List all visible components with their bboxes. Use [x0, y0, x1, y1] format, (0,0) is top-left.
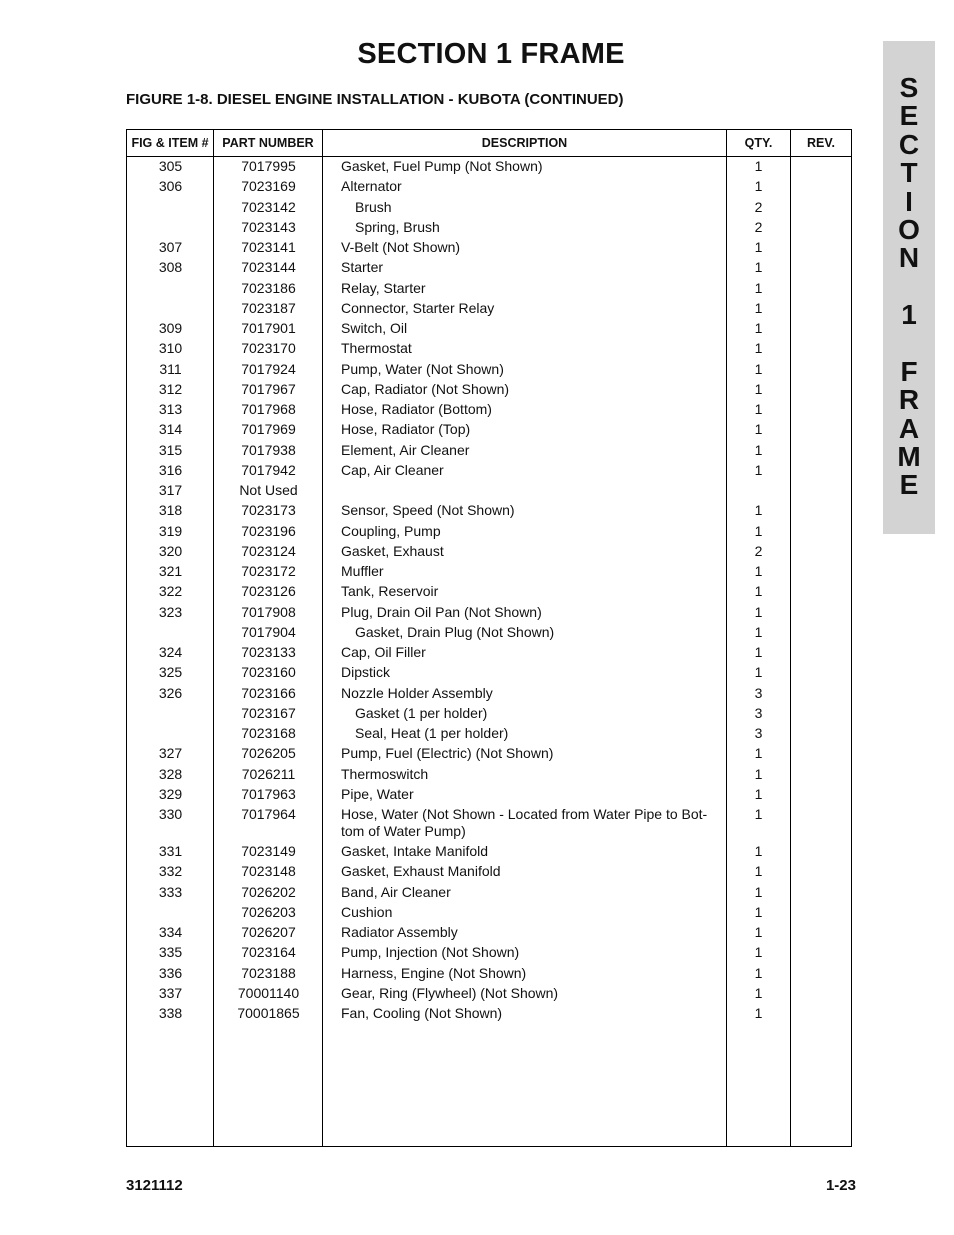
table-row	[127, 862, 851, 882]
side-tab-letter: M	[897, 441, 921, 473]
table-row	[127, 157, 851, 177]
table-row	[127, 943, 851, 963]
description-cell: Coupling, Pump	[341, 522, 441, 539]
item-number-cell: 321	[158, 563, 183, 579]
quantity-cell: 1	[754, 401, 763, 417]
table-row	[127, 582, 851, 602]
side-tab-letter: E	[899, 100, 919, 132]
part-number-cell: 7017908	[241, 603, 296, 620]
quantity-cell: 1	[754, 843, 763, 859]
description-cell: Hose, Radiator (Top)	[341, 421, 471, 438]
item-number-cell	[127, 218, 214, 219]
table-row	[127, 964, 851, 984]
quantity-cell: 1	[754, 158, 763, 174]
page-number: 1-23	[825, 1177, 856, 1194]
part-number-cell: 7023124	[241, 542, 296, 559]
part-number-cell: 70001140	[237, 984, 300, 1001]
part-number-cell: 7023148	[241, 863, 296, 880]
description-cell: Cushion	[341, 903, 393, 920]
quantity-cell: 1	[754, 563, 763, 579]
description-cell: Harness, Engine (Not Shown)	[341, 964, 527, 981]
part-number-cell: 7017938	[241, 441, 296, 458]
description-cell: Band, Air Cleaner	[341, 883, 451, 900]
side-tab-letter: E	[899, 469, 919, 501]
item-number-cell: 307	[158, 239, 183, 255]
item-number-cell: 327	[158, 745, 183, 762]
description-cell: Cap, Air Cleaner	[341, 461, 444, 478]
quantity-cell: 1	[754, 806, 763, 822]
description-cell: Element, Air Cleaner	[341, 441, 470, 458]
quantity-cell: 2	[754, 542, 763, 559]
table-row	[127, 238, 851, 258]
description-cell: Alternator	[341, 178, 402, 195]
item-number-cell: 317	[158, 482, 183, 498]
item-number-cell: 325	[158, 664, 183, 681]
part-number-cell: 7017995	[241, 158, 296, 174]
side-tab-letter: I	[905, 185, 913, 217]
item-number-cell: 318	[158, 502, 183, 519]
table-row	[127, 360, 851, 380]
side-tab-letter: 1	[901, 299, 917, 331]
figure-caption: FIGURE 1-8. DIESEL ENGINE INSTALLATION - KUBOTA (CONTINUED)	[126, 91, 624, 108]
table-row	[127, 704, 851, 724]
item-number-cell: 334	[158, 924, 183, 940]
item-number-cell: 329	[158, 785, 183, 802]
table-row	[127, 903, 851, 923]
parts-table	[126, 129, 852, 1147]
table-row	[127, 984, 851, 1004]
side-tab-letter: O	[898, 213, 920, 245]
part-number-cell: 7017904	[241, 623, 296, 640]
table-row	[127, 380, 851, 400]
part-number-cell: 7026207	[241, 924, 296, 940]
item-number-cell	[127, 903, 214, 904]
item-number-cell: 306	[158, 178, 183, 195]
part-number-cell: 7023149	[241, 843, 296, 859]
description-cell: Gasket, Drain Plug (Not Shown)	[355, 623, 555, 640]
side-tab-letter	[905, 273, 913, 301]
part-number-cell: 7023187	[241, 299, 296, 316]
part-number-cell: Not Used	[239, 482, 298, 498]
header-description: DESCRIPTION	[481, 136, 568, 150]
item-number-cell: 305	[158, 158, 183, 174]
table-row	[127, 319, 851, 339]
part-number-cell: 7023141	[241, 239, 296, 255]
part-number-cell: 7017942	[241, 461, 296, 478]
table-row	[127, 339, 851, 359]
part-number-cell: 7023172	[241, 563, 296, 579]
item-number-cell: 331	[158, 843, 183, 859]
table-row	[127, 923, 851, 943]
description-cell: Brush	[355, 198, 392, 215]
table-body	[127, 157, 851, 1024]
quantity-cell: 1	[754, 340, 763, 357]
quantity-cell: 1	[754, 863, 763, 880]
item-number-cell	[127, 724, 214, 725]
quantity-cell: 1	[754, 299, 763, 316]
part-number-cell: 7023188	[241, 964, 296, 981]
part-number-cell: 7023186	[241, 279, 296, 296]
description-cell: Dipstick	[341, 664, 391, 681]
quantity-cell: 1	[754, 380, 763, 397]
part-number-cell: 7017963	[241, 785, 296, 802]
table-row	[127, 542, 851, 562]
part-number-cell: 7023160	[241, 664, 296, 681]
quantity-cell: 1	[754, 644, 763, 660]
item-number-cell: 332	[158, 863, 183, 880]
quantity-cell: 1	[754, 924, 763, 940]
quantity-cell: 1	[754, 785, 763, 802]
quantity-cell: 3	[754, 704, 763, 721]
side-tab-letter	[905, 330, 913, 358]
header-rev: REV.	[806, 136, 836, 150]
side-tab-letter: S	[899, 72, 919, 103]
description-cell: Hose, Water (Not Shown - Located from Water Pipe to Bot-tom of Water Pump)	[341, 806, 708, 839]
quantity-cell: 1	[754, 944, 763, 961]
quantity-cell: 1	[754, 964, 763, 981]
table-row	[127, 299, 851, 319]
quantity-cell: 1	[754, 239, 763, 255]
description-cell: Starter	[341, 259, 384, 276]
table-row	[127, 663, 851, 683]
description-cell: Hose, Radiator (Bottom)	[341, 401, 492, 417]
header-part-number: PART NUMBER	[222, 136, 314, 150]
quantity-cell: 2	[754, 218, 763, 235]
description-cell: Gasket, Fuel Pump (Not Shown)	[341, 158, 543, 174]
description-cell: Relay, Starter	[341, 279, 426, 296]
item-number-cell: 335	[158, 944, 183, 961]
item-number-cell: 308	[158, 259, 183, 276]
table-row	[127, 765, 851, 785]
part-number-cell: 7026203	[241, 903, 296, 920]
item-number-cell: 312	[158, 380, 183, 397]
quantity-cell: 1	[754, 745, 763, 762]
part-number-cell: 7017924	[241, 360, 296, 377]
side-tab-letter: C	[898, 128, 920, 160]
document-number: 3121112	[126, 1177, 183, 1194]
quantity-cell: 1	[754, 502, 763, 519]
description-cell: Gasket (1 per holder)	[355, 704, 488, 721]
table-row	[127, 643, 851, 663]
part-number-cell: 7026205	[241, 745, 296, 762]
description-cell: Seal, Heat (1 per holder)	[355, 725, 509, 741]
description-cell: Tank, Reservoir	[341, 583, 439, 600]
table-row	[127, 785, 851, 805]
table-row	[127, 420, 851, 440]
description-cell: Spring, Brush	[355, 218, 440, 235]
table-row	[127, 562, 851, 582]
description-cell: Radiator Assembly	[341, 924, 458, 940]
item-number-cell	[127, 198, 214, 199]
quantity-cell: 1	[754, 903, 763, 920]
table-row	[127, 198, 851, 218]
item-number-cell: 337	[158, 984, 183, 1001]
quantity-cell: 1	[754, 522, 763, 539]
item-number-cell: 336	[158, 964, 183, 981]
description-cell: Gasket, Exhaust Manifold	[341, 863, 501, 880]
description-cell: Cap, Radiator (Not Shown)	[341, 380, 510, 397]
table-row	[127, 744, 851, 764]
part-number-cell: 70001865	[237, 1005, 300, 1021]
description-cell: Connector, Starter Relay	[341, 299, 495, 316]
table-row	[127, 258, 851, 278]
item-number-cell: 313	[158, 401, 183, 417]
part-number-cell: 7023164	[241, 944, 296, 961]
quantity-cell: 3	[754, 725, 763, 741]
description-cell: Gasket, Intake Manifold	[341, 843, 489, 859]
section-side-tab	[883, 41, 935, 534]
table-row	[127, 279, 851, 299]
part-number-cell: 7023173	[241, 502, 296, 519]
part-number-cell: 7026202	[241, 883, 296, 900]
side-tab-letter: N	[898, 242, 920, 274]
side-tab-letter: R	[898, 384, 920, 416]
description-cell: Switch, Oil	[341, 320, 408, 336]
item-number-cell: 324	[158, 644, 183, 660]
item-number-cell: 314	[158, 421, 183, 438]
description-cell: Pipe, Water	[341, 785, 414, 802]
table-row	[127, 481, 851, 501]
header-fig-item: FIG & ITEM #	[131, 136, 209, 150]
side-tab-letter: T	[900, 157, 918, 189]
item-number-cell	[127, 279, 214, 280]
item-number-cell: 330	[158, 806, 183, 822]
part-number-cell: 7023133	[241, 644, 296, 660]
part-number-cell: 7023170	[241, 340, 296, 357]
item-number-cell	[127, 623, 214, 624]
side-tab-letters	[883, 74, 935, 500]
quantity-cell: 1	[754, 461, 763, 478]
part-number-cell: 7023142	[241, 198, 296, 215]
part-number-cell: 7017901	[241, 320, 296, 336]
table-row	[127, 501, 851, 521]
description-cell: Thermostat	[341, 340, 412, 357]
description-cell: Gasket, Exhaust	[341, 542, 444, 559]
table-row	[127, 400, 851, 420]
quantity-cell: 3	[754, 684, 763, 701]
quantity-cell	[727, 481, 790, 482]
item-number-cell: 338	[158, 1005, 183, 1021]
description-cell: Fan, Cooling (Not Shown)	[341, 1005, 503, 1021]
item-number-cell: 326	[158, 684, 183, 701]
quantity-cell: 1	[754, 279, 763, 296]
header-qty: QTY.	[744, 136, 773, 150]
quantity-cell: 1	[754, 603, 763, 620]
part-number-cell: 7017968	[241, 401, 296, 417]
part-number-cell: 7023167	[241, 704, 296, 721]
description-cell: Muffler	[341, 563, 384, 579]
description-cell: Nozzle Holder Assembly	[341, 684, 493, 701]
table-row	[127, 461, 851, 481]
description-cell: Pump, Water (Not Shown)	[341, 360, 504, 377]
item-number-cell: 322	[158, 583, 183, 600]
quantity-cell: 1	[754, 623, 763, 640]
table-row	[127, 218, 851, 238]
quantity-cell: 2	[754, 198, 763, 215]
table-row	[127, 177, 851, 197]
table-row	[127, 883, 851, 903]
description-cell: Cap, Oil Filler	[341, 644, 426, 660]
quantity-cell: 1	[754, 883, 763, 900]
item-number-cell	[127, 299, 214, 300]
quantity-cell: 1	[754, 320, 763, 336]
description-cell: Thermoswitch	[341, 765, 429, 782]
description-cell: Pump, Fuel (Electric) (Not Shown)	[341, 745, 554, 762]
item-number-cell: 323	[158, 603, 183, 620]
table-row	[127, 603, 851, 623]
item-number-cell: 316	[158, 461, 183, 478]
description-cell: Sensor, Speed (Not Shown)	[341, 502, 515, 519]
part-number-cell: 7026211	[241, 765, 296, 782]
quantity-cell: 1	[754, 583, 763, 600]
table-row	[127, 842, 851, 862]
table-row	[127, 522, 851, 542]
item-number-cell	[127, 704, 214, 705]
quantity-cell: 1	[754, 259, 763, 276]
item-number-cell: 311	[159, 360, 182, 377]
item-number-cell: 310	[158, 340, 183, 357]
item-number-cell: 320	[158, 542, 183, 559]
quantity-cell: 1	[754, 984, 763, 1001]
item-number-cell: 328	[158, 765, 183, 782]
part-number-cell: 7023144	[241, 259, 296, 276]
part-number-cell: 7023196	[241, 522, 296, 539]
description-cell: V-Belt (Not Shown)	[341, 239, 461, 255]
item-number-cell: 333	[158, 883, 183, 900]
part-number-cell: 7023143	[241, 218, 296, 235]
part-number-cell: 7023126	[241, 583, 296, 600]
item-number-cell: 315	[158, 441, 183, 458]
quantity-cell: 1	[754, 360, 763, 377]
part-number-cell: 7023166	[241, 684, 296, 701]
quantity-cell: 1	[754, 664, 763, 681]
quantity-cell: 1	[754, 421, 763, 438]
quantity-cell: 1	[754, 178, 763, 195]
part-number-cell: 7023169	[241, 178, 296, 195]
item-number-cell: 309	[158, 320, 183, 336]
side-tab-letter: A	[898, 412, 920, 444]
description-cell: Gear, Ring (Flywheel) (Not Shown)	[341, 984, 559, 1001]
part-number-cell: 7017969	[241, 421, 296, 438]
table-row	[127, 1004, 851, 1024]
table-row	[127, 623, 851, 643]
part-number-cell: 7023168	[241, 725, 296, 741]
quantity-cell: 1	[754, 441, 763, 458]
side-tab-letter: F	[900, 355, 918, 387]
part-number-cell: 7017964	[241, 806, 296, 822]
quantity-cell: 1	[754, 1005, 763, 1021]
item-number-cell: 319	[158, 522, 183, 539]
description-cell: Pump, Injection (Not Shown)	[341, 944, 520, 961]
table-row	[127, 805, 851, 842]
table-row	[127, 441, 851, 461]
table-header-row	[127, 130, 851, 157]
description-cell: Plug, Drain Oil Pan (Not Shown)	[341, 603, 542, 620]
part-number-cell: 7017967	[241, 380, 296, 397]
table-row	[127, 724, 851, 744]
description-cell	[341, 481, 717, 482]
table-row	[127, 684, 851, 704]
quantity-cell: 1	[754, 765, 763, 782]
page-title: SECTION 1 FRAME	[357, 38, 625, 70]
